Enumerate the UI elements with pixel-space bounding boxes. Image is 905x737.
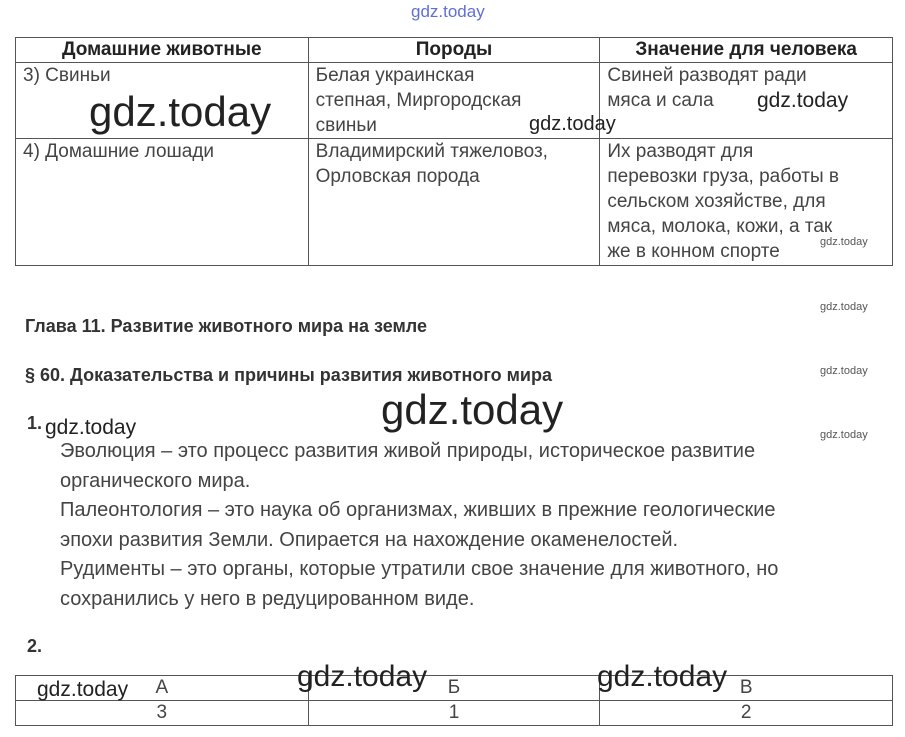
task1-answer — [60, 437, 860, 614]
value-cell — [600, 63, 893, 139]
column-header: В — [600, 676, 893, 701]
watermark: gdz.today — [820, 365, 868, 377]
text-line: Палеонтология – это наука об организмах, живших в прежние геологические — [60, 499, 776, 521]
watermark: gdz.today — [757, 89, 849, 112]
column-header: Породы — [308, 38, 600, 63]
text-line: органического мира. — [60, 469, 251, 492]
table-header-row — [16, 38, 893, 63]
cell-line: Белая украинская — [315, 65, 475, 86]
watermark: gdz.today — [529, 113, 616, 135]
text-line: Эволюция – это процесс развития живой природы, историческое развитие — [60, 440, 756, 462]
cell-line: Владимирский тяжеловоз, — [315, 141, 548, 162]
column-header: Домашние животные — [16, 38, 309, 63]
watermark: gdz.today — [381, 386, 564, 433]
watermark: gdz.today — [597, 660, 728, 693]
answer-cell: 1 — [308, 701, 600, 726]
animal-cell: 4) Домашние лошади — [16, 139, 309, 266]
table-header-row — [16, 676, 893, 701]
watermark: gdz.today — [820, 236, 868, 248]
cell-line: свиньи — [315, 115, 377, 136]
section-title: § 60. Доказательства и причины развития животного мира — [25, 365, 553, 385]
answer-cell: 2 — [600, 701, 893, 726]
watermark: gdz.today — [89, 88, 272, 135]
cell-line: же в конном спорте — [607, 241, 780, 262]
table-row — [16, 139, 893, 266]
answer-cell: 3 — [16, 701, 309, 726]
watermark: gdz.today — [37, 678, 129, 701]
watermark: gdz.today — [297, 660, 428, 693]
cell-line: степная, Миргородская — [315, 90, 522, 111]
breeds-cell — [308, 139, 600, 266]
cell-line: сельском хозяйстве, для — [607, 191, 826, 212]
breeds-table — [15, 37, 893, 266]
column-header: Б — [308, 676, 600, 701]
watermark: gdz.today — [411, 2, 485, 21]
task-number: 1. — [27, 413, 43, 433]
watermark: gdz.today — [45, 416, 137, 439]
cell-line: перевозки груза, работы в — [607, 166, 839, 187]
answer-table — [15, 675, 893, 726]
cell-line: Свиней разводят ради — [607, 65, 807, 86]
column-header: А — [16, 676, 309, 701]
text-line: сохранились у него в редуцированном виде. — [60, 587, 475, 610]
chapter-title: Глава 11. Развитие животного мира на земле — [25, 316, 428, 336]
cell-line: Орловская порода — [315, 166, 480, 187]
column-header: Значение для человека — [600, 38, 893, 63]
watermark: gdz.today — [820, 301, 868, 313]
cell-line: Их разводят для — [607, 141, 754, 162]
task-number: 2. — [27, 636, 43, 656]
table-row — [16, 701, 893, 726]
animal-cell: 3) Свиньи — [16, 63, 309, 139]
cell-line: мяса и сала — [607, 90, 714, 111]
text-line: эпохи развития Земли. Опирается на нахождение окаменелостей. — [60, 528, 679, 551]
watermark: gdz.today — [820, 429, 868, 441]
text-line: Рудименты – это органы, которые утратили свое значение для животного, но — [60, 558, 779, 580]
cell-line: мяса, молока, кожи, а так — [607, 216, 833, 237]
